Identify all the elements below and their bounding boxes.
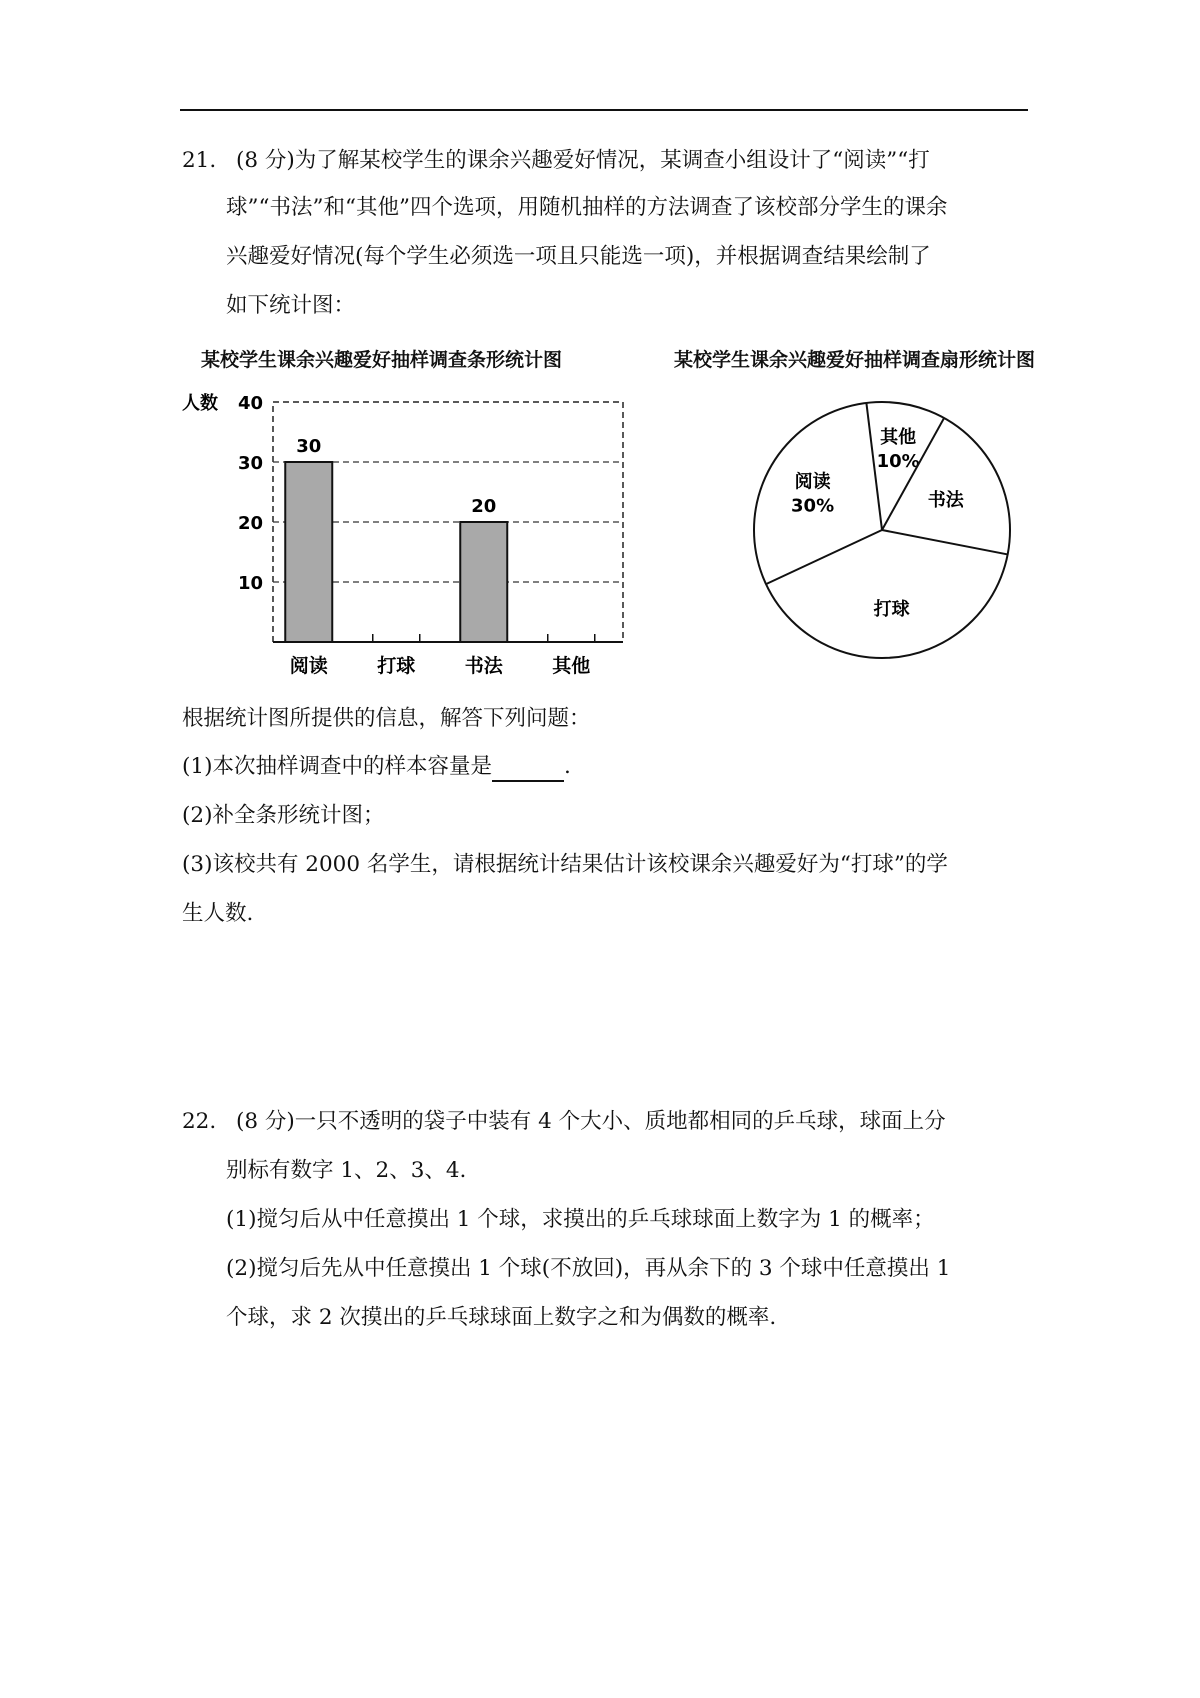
instruction-text: 根据统计图所提供的信息，解答下列问题： (182, 706, 591, 731)
sub-question-2-cont: 个球，求 2 次摸出的乒乓球球面上数字之和为偶数的概率. (226, 1305, 777, 1330)
pie-slice-label: 书法 (927, 490, 964, 512)
pie-slice-percent: 30% (791, 495, 835, 517)
answer-blank[interactable] (492, 758, 564, 782)
question-text-line: 如下统计图： (226, 293, 356, 318)
bar (285, 462, 332, 642)
bar (460, 522, 507, 642)
x-tick-label: 其他 (552, 655, 591, 677)
question-text-line: (8 分)一只不透明的袋子中装有 4 个大小、质地都相同的乒乓球，球面上分 (236, 1109, 946, 1134)
pie-slice-label: 打球 (873, 598, 910, 620)
sub-question-1: (1)搅匀后从中任意摸出 1 个球，求摸出的乒乓球球面上数字为 1 的概率； (226, 1207, 935, 1232)
question-text-line: 球”“书法”和“其他”四个选项，用随机抽样的方法调查了该校部分学生的课余 (226, 195, 948, 220)
question-text-line: (8 分)为了解某校学生的课余兴趣爱好情况，某调查小组设计了“阅读”“打 (236, 148, 930, 173)
pie-chart-title: 某校学生课余兴趣爱好抽样调查扇形统计图 (674, 349, 1036, 371)
x-tick-label: 阅读 (289, 655, 328, 677)
sub-question-1-end: . (563, 754, 571, 779)
sub-question-1-text: (1)本次抽样调查中的样本容量是 (182, 754, 492, 779)
bar-chart (180, 380, 650, 680)
y-axis-label: 人数 (182, 393, 218, 414)
y-tick-label: 30 (237, 453, 263, 474)
sub-question-3-line: (3)该校共有 2000 名学生，请根据统计结果估计该校课余兴趣爱好为“打球”的学 (182, 852, 948, 877)
question-text-line: 别标有数字 1、2、3、4. (226, 1158, 467, 1183)
top-rule (180, 109, 1028, 111)
question-number: 21. (182, 148, 217, 173)
sub-question-2: (2)补全条形统计图； (182, 803, 385, 828)
bar-chart-title: 某校学生课余兴趣爱好抽样调查条形统计图 (201, 349, 563, 371)
question-number: 22. (182, 1109, 217, 1134)
x-tick-label: 打球 (377, 655, 416, 677)
sub-question-3-line: 生人数. (182, 901, 254, 926)
pie-slice-percent: 10% (876, 451, 920, 473)
y-tick-label: 40 (237, 393, 263, 414)
sub-question-1 (182, 752, 571, 782)
x-tick-label: 书法 (464, 655, 503, 677)
y-tick-label: 10 (237, 573, 263, 594)
sub-question-2: (2)搅匀后先从中任意摸出 1 个球(不放回)，再从余下的 3 个球中任意摸出 1 (226, 1256, 951, 1281)
pie-chart (740, 390, 1040, 670)
question-text-line: 兴趣爱好情况(每个学生必须选一项且只能选一项)，并根据调查结果绘制了 (226, 244, 931, 269)
bar-value-label: 20 (471, 496, 497, 517)
pie-slice-label: 阅读 (794, 471, 831, 493)
y-tick-label: 20 (237, 513, 263, 534)
bar-value-label: 30 (296, 436, 322, 457)
pie-slice-label: 其他 (880, 427, 917, 449)
